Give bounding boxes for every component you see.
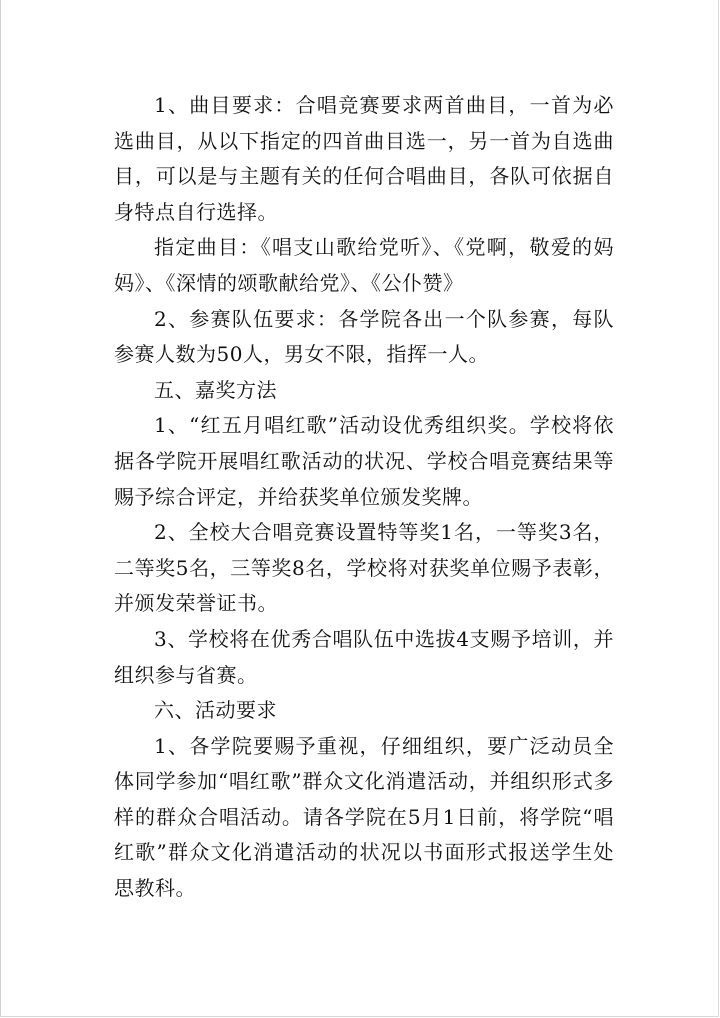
paragraph-award-organization: 1、“红五月唱红歌”活动设优秀组织奖。学校将依据各学院开展唱红歌活动的状况、学校合唱竞赛结果等赐予综合评定，并给获奖单位颁发奖牌。 xyxy=(114,413,614,509)
paragraph-team-requirements: 2、参赛队伍要求：各学院各出一个队参赛，每队参赛人数为50人，男女不限，指挥一人。 xyxy=(114,306,614,367)
section-heading-requirements: 六、活动要求 xyxy=(154,698,277,723)
paragraph-designated-songs: 指定曲目：《唱支山歌给党听》、《党啊，敬爱的妈妈》、《深情的颂歌献给党》、《公仆赞》 xyxy=(114,235,614,295)
section-heading-awards: 五、嘉奖方法 xyxy=(154,377,277,402)
paragraph-award-prizes: 2、全校大合唱竞赛设置特等奖1名，一等奖3名，二等奖5名，三等奖8名，学校将对获奖单位赐予表彰，并颁发荣誉证书。 xyxy=(114,520,614,616)
paragraph-award-training: 3、学校将在优秀合唱队伍中选拔4支赐予培训，并组织参与省赛。 xyxy=(114,626,614,687)
document-body xyxy=(114,88,614,907)
paragraph-activity-requirements: 1、各学院要赐予重视，仔细组织，要广泛动员全体同学参加“唱红歌”群众文化消遣活动，并组织形式多样的群众合唱活动。请各学院在5月1日前，将学院“唱红歌”群众文化消遣活动的状况以书面形式报送学生处思教科。 xyxy=(114,733,614,901)
paragraph-song-requirements: 1、曲目要求：合唱竞赛要求两首曲目，一首为必选曲目，从以下指定的四首曲目选一，另一首为自选曲目，可以是与主题有关的任何合唱曲目，各队可依据自身特点自行选择。 xyxy=(114,93,614,224)
